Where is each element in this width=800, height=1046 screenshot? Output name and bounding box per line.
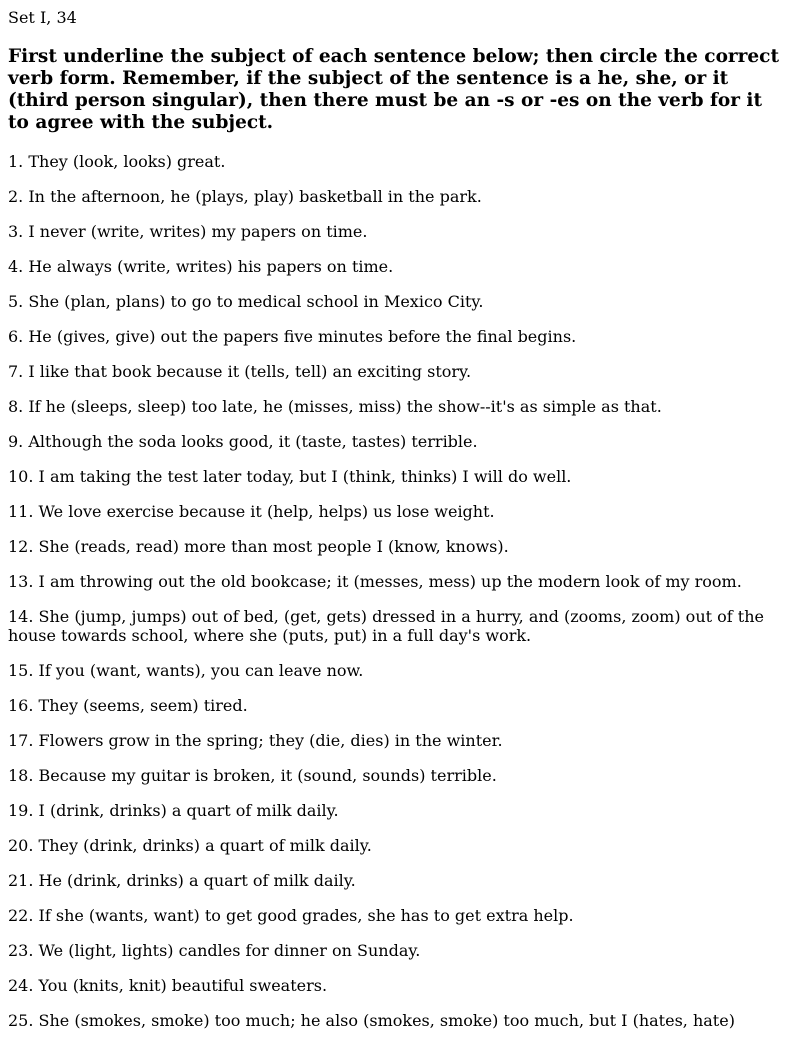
- exercise-item: 1. They (look, looks) great.: [8, 152, 226, 171]
- exercise-item: 8. If he (sleeps, sleep) too late, he (misses, miss) the show--it's as simple as that.: [8, 397, 662, 416]
- exercise-item: 19. I (drink, drinks) a quart of milk daily.: [8, 801, 339, 820]
- exercise-item: 16. They (seems, seem) tired.: [8, 696, 248, 715]
- exercise-item: 2. In the afternoon, he (plays, play) basketball in the park.: [8, 187, 482, 206]
- exercise-item: 20. They (drink, drinks) a quart of milk daily.: [8, 836, 372, 855]
- exercise-list: [8, 152, 800, 1030]
- exercise-item: 3. I never (write, writes) my papers on time.: [8, 222, 368, 241]
- instructions: [8, 46, 800, 134]
- exercise-item: 24. You (knits, knit) beautiful sweaters.: [8, 976, 328, 995]
- exercise-item: 14. She (jump, jumps) out of bed, (get, gets) dressed in a hurry, and (zooms, zoom) out of the house towards school, where she (puts, put) in a full day's work.: [8, 607, 764, 645]
- instructions-line: to agree with the subject.: [8, 112, 274, 133]
- exercise-item: 18. Because my guitar is broken, it (sound, sounds) terrible.: [8, 766, 497, 785]
- instructions-line: verb form. Remember, if the subject of the sentence is a he, she, or it: [8, 68, 729, 89]
- exercise-item: 11. We love exercise because it (help, helps) us lose weight.: [8, 502, 495, 521]
- exercise-item: 15. If you (want, wants), you can leave now.: [8, 661, 364, 680]
- instructions-line: (third person singular), then there must be an -s or -es on the verb for it: [8, 90, 763, 111]
- exercise-item: 9. Although the soda looks good, it (taste, tastes) terrible.: [8, 432, 478, 451]
- exercise-item: 23. We (light, lights) candles for dinner on Sunday.: [8, 941, 421, 960]
- instructions-line: First underline the subject of each sentence below; then circle the correct: [8, 46, 779, 67]
- exercise-item: 21. He (drink, drinks) a quart of milk daily.: [8, 871, 356, 890]
- exercise-item: 5. She (plan, plans) to go to medical school in Mexico City.: [8, 292, 484, 311]
- exercise-item: 25. She (smokes, smoke) too much; he also (smokes, smoke) too much, but I (hates, hate): [8, 1011, 735, 1030]
- set-label: Set I, 34: [8, 8, 77, 27]
- exercise-item: 12. She (reads, read) more than most people I (know, knows).: [8, 537, 509, 556]
- exercise-item: 22. If she (wants, want) to get good grades, she has to get extra help.: [8, 906, 574, 925]
- exercise-item: 17. Flowers grow in the spring; they (die, dies) in the winter.: [8, 731, 503, 750]
- exercise-item: 7. I like that book because it (tells, tell) an exciting story.: [8, 362, 472, 381]
- exercise-item: 13. I am throwing out the old bookcase; it (messes, mess) up the modern look of my room.: [8, 572, 742, 591]
- worksheet-page: [8, 8, 800, 1046]
- exercise-item: 6. He (gives, give) out the papers five minutes before the final begins.: [8, 327, 577, 346]
- exercise-item: 10. I am taking the test later today, but I (think, thinks) I will do well.: [8, 467, 572, 486]
- exercise-item: 4. He always (write, writes) his papers on time.: [8, 257, 394, 276]
